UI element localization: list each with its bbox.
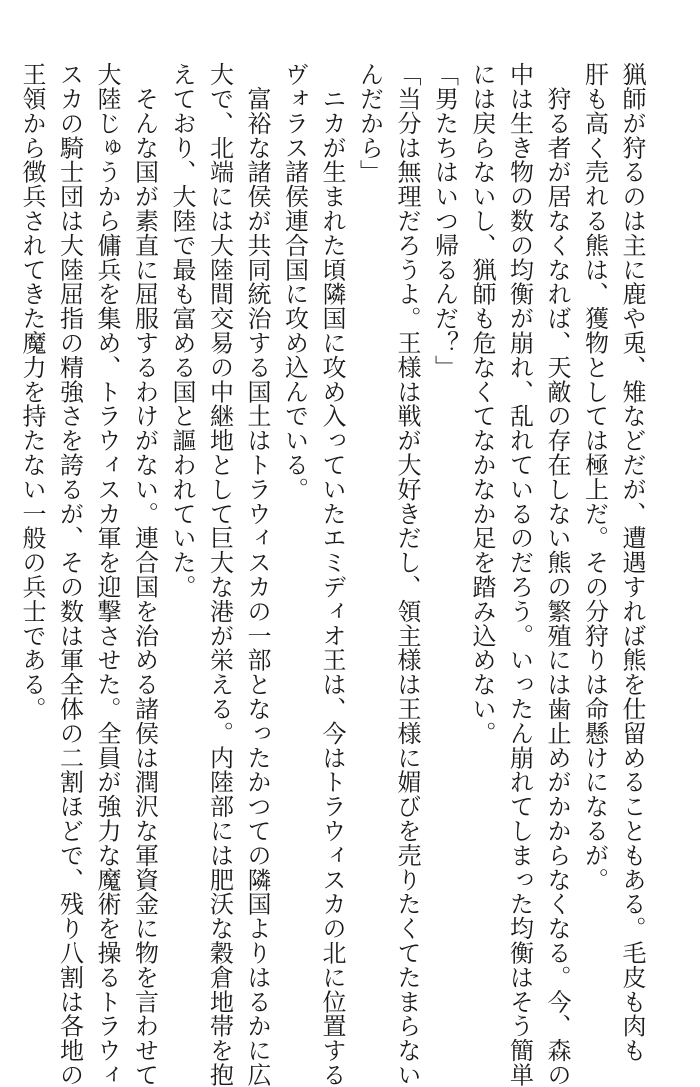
dialogue-line: 「当分は無理だろうよ。王様は戦が大好きだし、領主様は王様に媚びを売りたくてたまらない [393,62,421,1087]
text-line: ヴォラス諸侯連合国に攻め込んでいる。 [280,62,309,502]
text-line: 大陸じゅうから傭兵を集め、トラウィスカ軍を迎撃させた。全員が強力な魔術を操るトラウィ [93,62,121,1087]
text-line: 猟師が狩るのは主に鹿や兎、雉などだが、遭遇すれば熊を仕留めることもある。毛皮も肉も [618,62,646,1063]
text-line: には戻らないし、猟師も危なくてなかなか足を踏み込めない。 [468,62,496,746]
text-line: えており、大陸で最も富める国と謳われていた。 [168,62,196,599]
dialogue-line: んだから」 [355,62,384,184]
dialogue-line: 「男たちはいつ帰るんだ？」 [430,62,459,380]
text-line: 富裕な諸侯が共同統治する国土はトラウィスカの一部となったかつての隣国よりはるかに広 [243,62,271,1087]
vertical-text-body [13,62,651,1087]
text-line: 肝も高く売れる熊は、獲物としては極上だ。その分狩りは命懸けになるが。 [580,62,609,892]
text-line: 中は生き物の数の均衡が崩れ、乱れているのだろう。いったん崩れてしまった均衡はそう簡単 [505,62,534,1087]
text-line: そんな国が素直に屈服するわけがない。連合国を治める諸侯は潤沢な軍資金に物を言わせて [130,62,159,1087]
text-line: 大で、北端には大陸間交易の中継地として巨大な港が栄える。内陸部には肥沃な穀倉地帯を抱 [205,62,234,1087]
text-line: ニカが生まれた頃隣国に攻め入っていたエミディオ王は、今はトラウィスカの北に位置する [318,62,346,1087]
text-line: スカの騎士団は大陸屈指の精強さを誇るが、その数は軍全体の二割ほどで、残り八割は各地の [55,62,84,1087]
text-line: 狩る者が居なくなれば、天敵の存在しない熊の繁殖には歯止めがかからなくなる。今、森の [543,62,571,1087]
text-line: 王領から徴兵されてきた魔力を持たない一般の兵士である。 [18,62,46,721]
